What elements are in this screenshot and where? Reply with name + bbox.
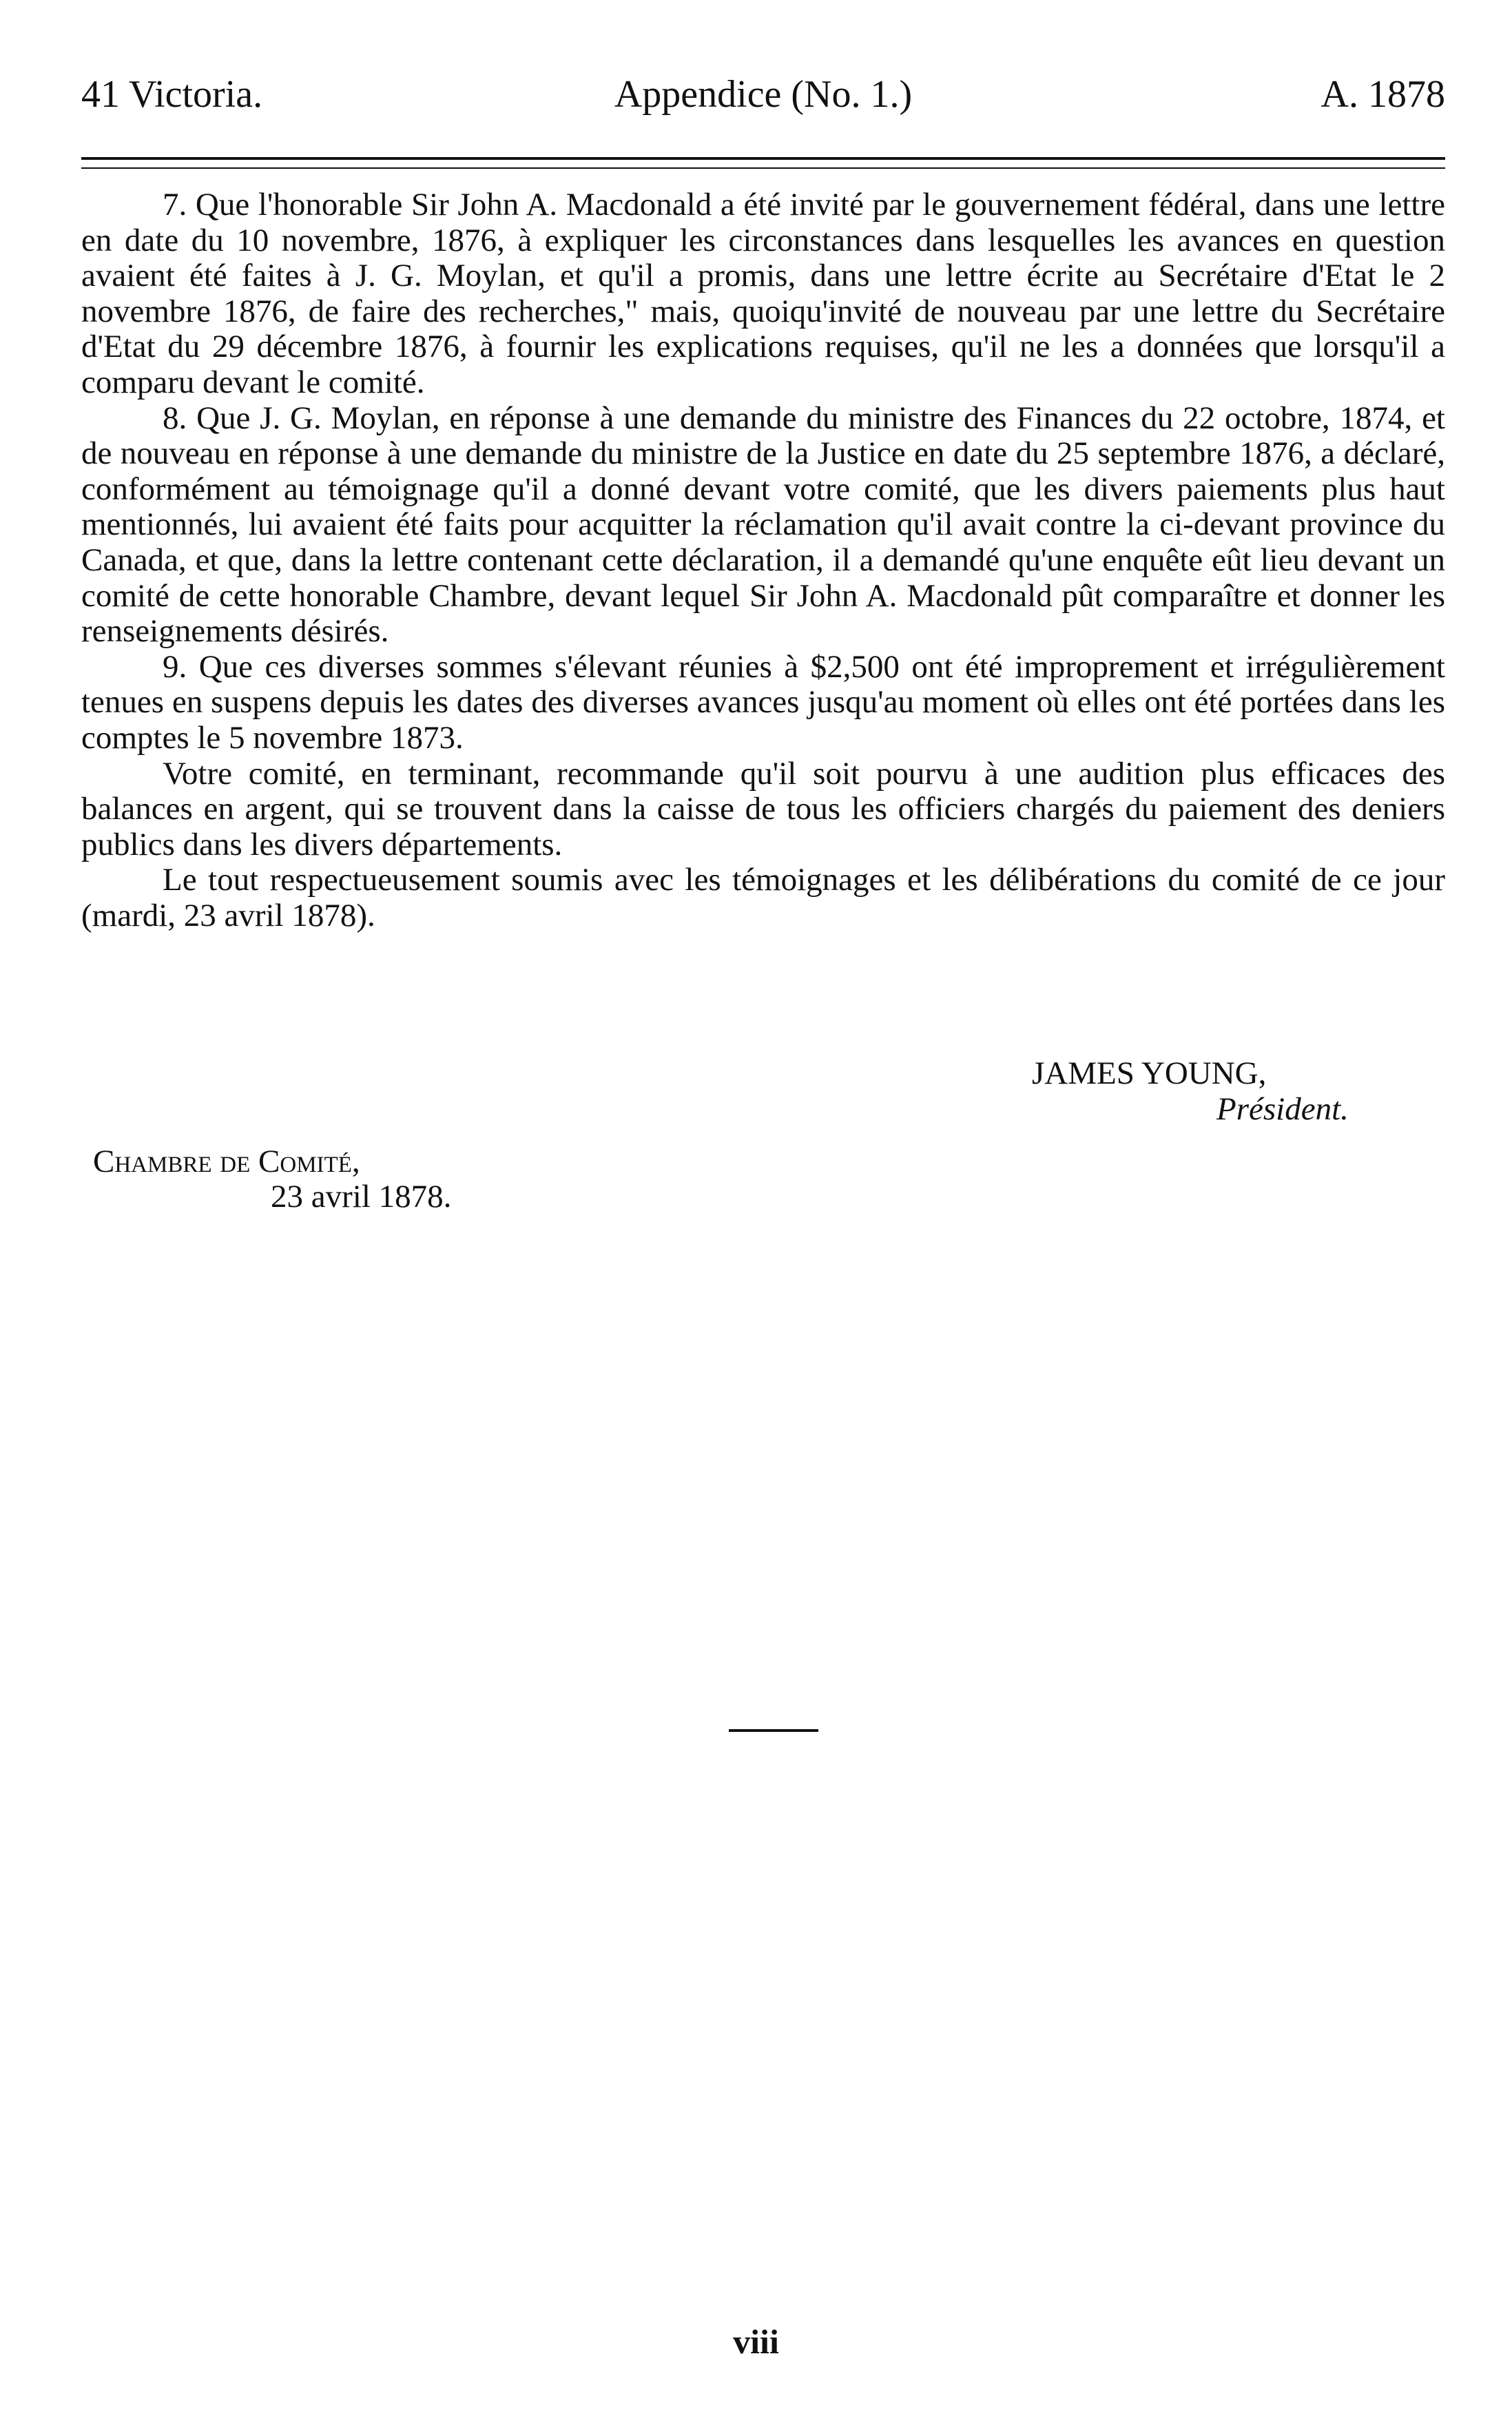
- paragraph-9: 9. Que ces diverses sommes s'élevant réunies à $2,500 ont été improprement et irrégulièrement tenues en suspens depuis les dates des diverses avances jusqu'au moment où elles ont été portées dans les comptes le 5 novembre 1873.: [81, 648, 1445, 756]
- report-body: [81, 187, 1445, 933]
- section-divider: [729, 1729, 818, 1732]
- header-rule-thick: [81, 157, 1445, 160]
- paragraph-8: 8. Que J. G. Moylan, en réponse à une demande du ministre des Finances du 22 octobre, 1874, et de nouveau en réponse à une demande du ministre de la Justice en date du 25 septembre 1876, a déclaré, conformément au témoignage qu'il a donné devant votre comité, que les divers paiements plus haut mentionnés, lui avaient été faits pour acquitter la réclamation qu'il avait contre la ci-devant province du Canada, et que, dans la lettre contenant cette déclaration, il a demandé qu'une enquête eût lieu devant un comité de cette honorable Chambre, devant lequel Sir John A. Macdonald pût comparaître et donner les renseignements désirés.: [81, 400, 1445, 650]
- header-appendix: Appendice (No. 1.): [614, 73, 913, 116]
- signatory-name: JAMES YOUNG,: [1032, 1055, 1267, 1091]
- signatory-title: Président.: [1216, 1091, 1349, 1127]
- running-header: [81, 72, 1445, 127]
- page-number: viii: [733, 2322, 779, 2361]
- header-volume: 41 Victoria.: [81, 73, 263, 116]
- header-rule-thin: [81, 167, 1445, 169]
- date-line: 23 avril 1878.: [271, 1179, 452, 1215]
- header-year: A. 1878: [1321, 73, 1445, 116]
- paragraph-recommendation: Votre comité, en terminant, recommande qu'il soit pourvu à une audition plus efficaces des balances en argent, qui se trouvent dans la caisse de tous les officiers chargés du paiement des deniers publics dans les divers départements.: [81, 755, 1445, 863]
- paragraph-7: 7. Que l'honorable Sir John A. Macdonald a été invité par le gouvernement fédéral, dans une lettre en date du 10 novembre, 1876, à expliquer les circonstances dans lesquelles les avances en question avaient été faites à J. G. Moylan, et qu'il a promis, dans une lettre écrite au Secrétaire d'Etat le 2 novembre 1876, de faire des recherches," mais, quoiqu'invité de nouveau par une lettre du Secrétaire d'Etat du 29 décembre 1876, à fournir les explications requises, qu'il ne les a données que lorsqu'il a comparu devant le comité.: [81, 187, 1445, 400]
- paragraph-closing: Le tout respectueusement soumis avec les témoignages et les délibérations du comité de ce jour (mardi, 23 avril 1878).: [81, 862, 1445, 933]
- place-line: Chambre de Comité,: [93, 1144, 360, 1179]
